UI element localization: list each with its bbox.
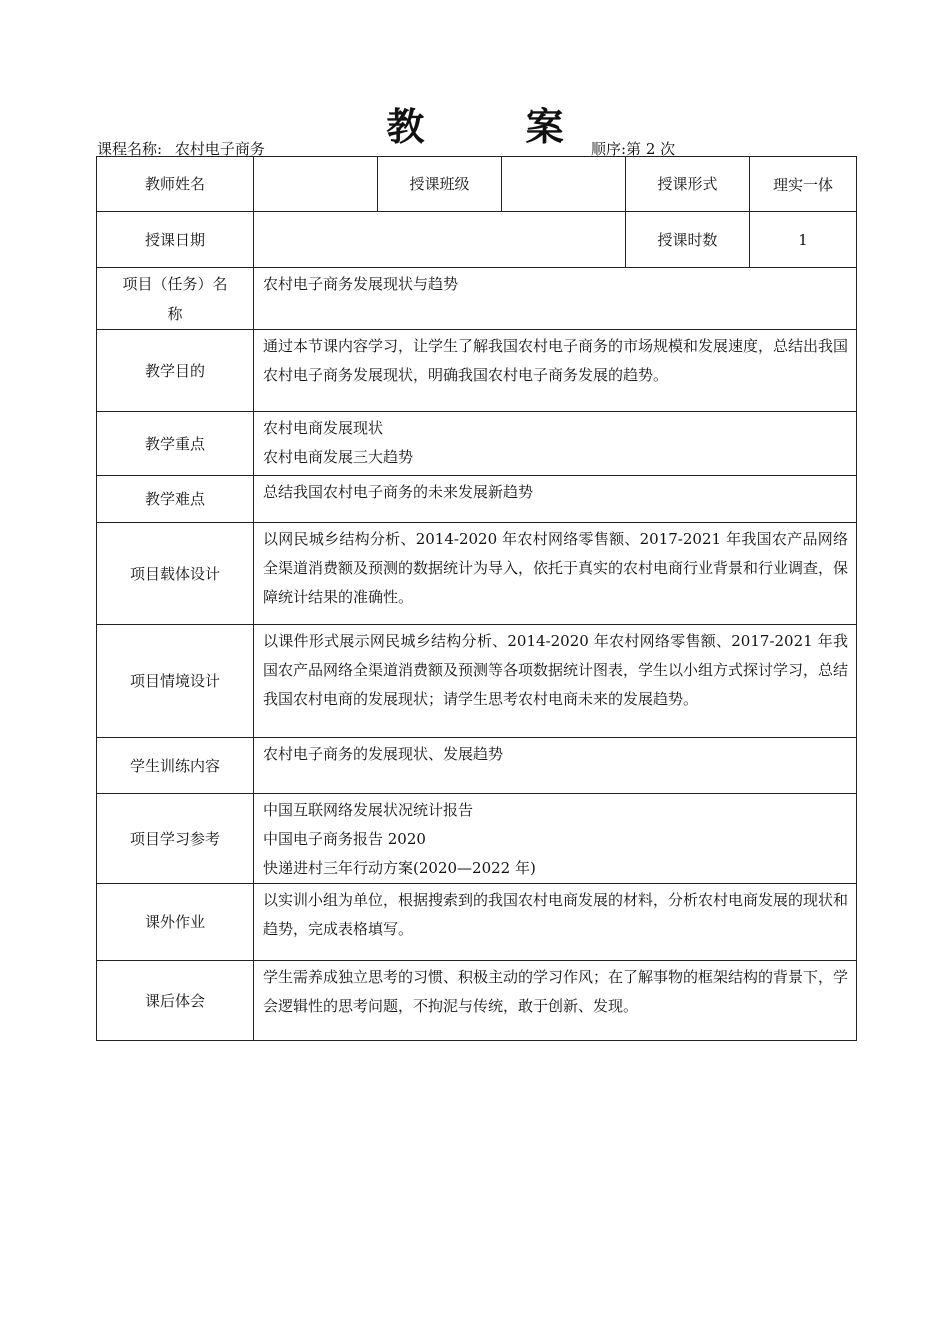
course-label: 课程名称: xyxy=(97,140,163,158)
reference-item: 中国互联网络发展状况统计报告 xyxy=(263,801,474,819)
key-point-item: 农村电商发展现状 xyxy=(263,419,384,437)
homework-label: 课外作业 xyxy=(97,884,254,961)
table-row-training xyxy=(97,738,857,794)
objective-label: 教学目的 xyxy=(97,330,254,412)
training-content: 农村电子商务的发展现状、发展趋势 xyxy=(254,738,857,794)
date-label: 授课日期 xyxy=(97,212,254,268)
hours-value: 1 xyxy=(750,212,857,268)
project-content: 农村电子商务发展现状与趋势 xyxy=(254,268,857,330)
key-points-content xyxy=(254,412,857,476)
difficulties-content: 总结我国农村电子商务的未来发展新趋势 xyxy=(254,476,857,523)
training-label: 学生训练内容 xyxy=(97,738,254,794)
carrier-label: 项目载体设计 xyxy=(97,523,254,625)
table-row-references xyxy=(97,794,857,884)
course-name: 农村电子商务 xyxy=(174,140,265,158)
table-row-scenario xyxy=(97,625,857,738)
order-text: 顺序:第 2 次 xyxy=(591,140,676,158)
objective-content: 通过本节课内容学习，让学生了解我国农村电子商务的市场规模和发展速度，总结出我国农村电子商务发展现状，明确我国农村电子商务发展的趋势。 xyxy=(254,330,857,412)
date-value xyxy=(254,212,626,268)
class-label: 授课班级 xyxy=(378,157,502,212)
table-row-carrier xyxy=(97,523,857,625)
teaching-form-label: 授课形式 xyxy=(626,157,750,212)
teaching-form-value: 理实一体 xyxy=(750,157,857,212)
references-label: 项目学习参考 xyxy=(97,794,254,884)
table-row-date xyxy=(97,212,857,268)
key-points-label: 教学重点 xyxy=(97,412,254,476)
teacher-name-value xyxy=(254,157,378,212)
table-row-teacher xyxy=(97,157,857,212)
table-row-difficulties xyxy=(97,476,857,523)
project-label-line1: 项目（任务）名 xyxy=(122,274,228,293)
carrier-content: 以网民城乡结构分析、2014-2020 年农村网络零售额、2017-2021 年我国农产品网络全渠道消费额及预测的数据统计为导入，依托于真实的农村电商行业背景和行业调查，保障统计结果的准确性。 xyxy=(254,523,857,625)
reflection-label: 课后体会 xyxy=(97,961,254,1041)
table-row-key-points xyxy=(97,412,857,476)
class-value xyxy=(502,157,626,212)
scenario-label: 项目情境设计 xyxy=(97,625,254,738)
table-row-homework xyxy=(97,884,857,961)
table-row-objective xyxy=(97,330,857,412)
table-row-project xyxy=(97,268,857,330)
reference-item: 快递进村三年行动方案(2020—2022 年) xyxy=(263,859,536,877)
difficulties-label: 教学难点 xyxy=(97,476,254,523)
project-label-line2: 称 xyxy=(167,304,183,323)
scenario-content: 以课件形式展示网民城乡结构分析、2014-2020 年农村网络零售额、2017-2021 年我国农产品网络全渠道消费额及预测等各项数据统计图表，学生以小组方式探讨学习，总结我国农村电商的发展现状；请学生思考农村电商未来的发展趋势。 xyxy=(254,625,857,738)
homework-content: 以实训小组为单位，根据搜索到的我国农村电商发展的材料，分析农村电商发展的现状和趋势，完成表格填写。 xyxy=(254,884,857,961)
reference-item: 中国电子商务报告 2020 xyxy=(263,830,426,848)
key-point-item: 农村电商发展三大趋势 xyxy=(263,448,414,466)
lesson-plan-table xyxy=(96,156,857,1041)
teacher-name-label: 教师姓名 xyxy=(97,157,254,212)
reflection-content: 学生需养成独立思考的习惯、积极主动的学习作风；在了解事物的框架结构的背景下，学会逻辑性的思考问题，不拘泥与传统，敢于创新、发现。 xyxy=(254,961,857,1041)
references-content xyxy=(254,794,857,884)
page-title: 教 案 xyxy=(386,105,608,149)
hours-label: 授课时数 xyxy=(626,212,750,268)
project-label xyxy=(97,268,254,330)
table-row-reflection xyxy=(97,961,857,1041)
